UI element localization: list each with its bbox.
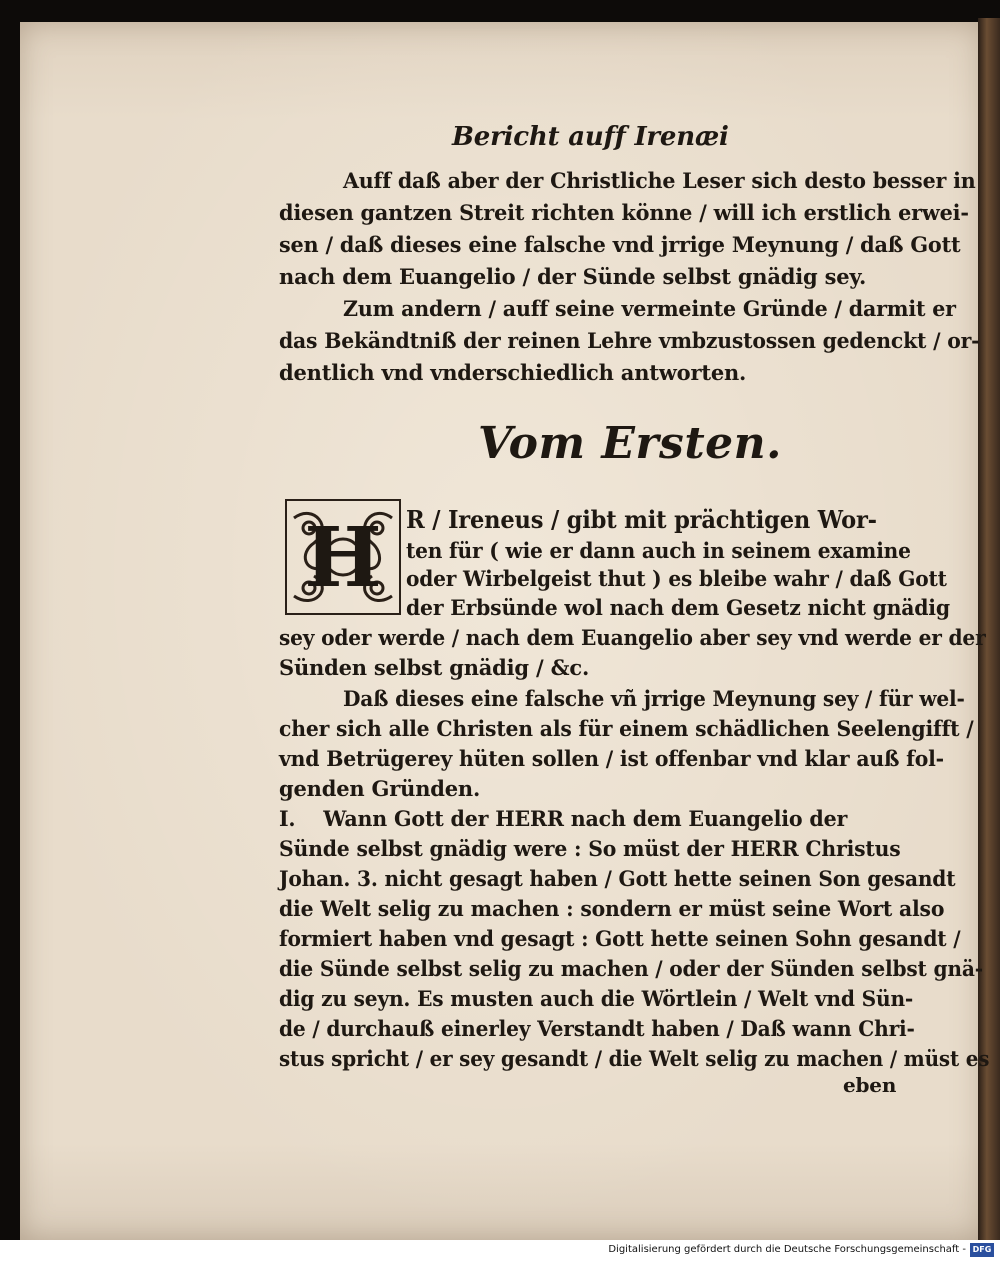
scan-top-border bbox=[0, 0, 1000, 20]
intro-line: sen / daß dieses eine falsche vnd jrrige Meynung / daß Gott bbox=[279, 232, 961, 257]
body-line: genden Gründen. bbox=[279, 776, 481, 801]
body-line: der Erbsünde wol nach dem Gesetz nicht gnädig bbox=[406, 595, 950, 620]
body-line: die Sünde selbst selig zu machen / oder der Sünden selbst gnä- bbox=[279, 956, 983, 981]
intro-line: Zum andern / auff seine vermeinte Gründe / darmit er bbox=[343, 296, 956, 321]
section-title: Vom Ersten. bbox=[478, 418, 782, 469]
initial-letter: H bbox=[304, 510, 382, 606]
body-line: ten für ( wie er dann auch in seinem examine bbox=[406, 538, 911, 563]
body-line: R / Ireneus / gibt mit prächtigen Wor- bbox=[406, 505, 877, 534]
dfg-logo-icon: DFG bbox=[970, 1243, 994, 1257]
intro-line: diesen gantzen Streit richten könne / will ich erstlich erwei- bbox=[279, 200, 969, 225]
body-line: die Welt selig zu machen : sondern er müst seine Wort also bbox=[279, 896, 945, 921]
body-line: oder Wirbelgeist thut ) es bleibe wahr / daß Gott bbox=[406, 566, 947, 591]
footer-bar bbox=[0, 1240, 1000, 1261]
body-line: vnd Betrügerey hüten sollen / ist offenbar vnd klar auß fol- bbox=[279, 746, 944, 771]
intro-line: nach dem Euangelio / der Sünde selbst gnädig sey. bbox=[279, 264, 867, 289]
running-head: Bericht auff Irenæi bbox=[452, 122, 729, 152]
body-line: sey oder werde / nach dem Euangelio aber sey vnd werde er der bbox=[279, 625, 986, 650]
body-line: formiert haben vnd gesagt : Gott hette seinen Sohn gesandt / bbox=[279, 926, 961, 951]
body-line: Sünden selbst gnädig / &c. bbox=[279, 655, 590, 680]
body-line: de / durchauß einerley Verstandt haben / Daß wann Chri- bbox=[279, 1016, 915, 1041]
footer-credit: Digitalisierung gefördert durch die Deutsche Forschungsgemeinschaft - bbox=[608, 1244, 966, 1255]
intro-line: das Bekändtniß der reinen Lehre vmbzustossen gedenckt / or- bbox=[279, 328, 980, 353]
body-line: Sünde selbst gnädig were : So müst der HERR Christus bbox=[279, 836, 901, 861]
catchword: eben bbox=[843, 1073, 897, 1097]
intro-line: dentlich vnd vnderschiedlich antworten. bbox=[279, 360, 747, 385]
body-line: dig zu seyn. Es musten auch die Wörtlein / Welt vnd Sün- bbox=[279, 986, 914, 1011]
body-line: I. Wann Gott der HERR nach dem Euangelio der bbox=[279, 806, 848, 831]
body-line: cher sich alle Christen als für einem schädlichen Seelengifft / bbox=[279, 716, 974, 741]
decorated-initial bbox=[284, 498, 402, 616]
body-line: Johan. 3. nicht gesagt haben / Gott hette seinen Son gesandt bbox=[279, 866, 956, 891]
body-line: stus spricht / er sey gesandt / die Welt selig zu machen / müst es bbox=[279, 1046, 990, 1071]
body-line: Daß dieses eine falsche vñ jrrige Meynung sey / für wel- bbox=[343, 686, 965, 711]
intro-line: Auff daß aber der Christliche Leser sich desto besser in bbox=[343, 168, 976, 193]
